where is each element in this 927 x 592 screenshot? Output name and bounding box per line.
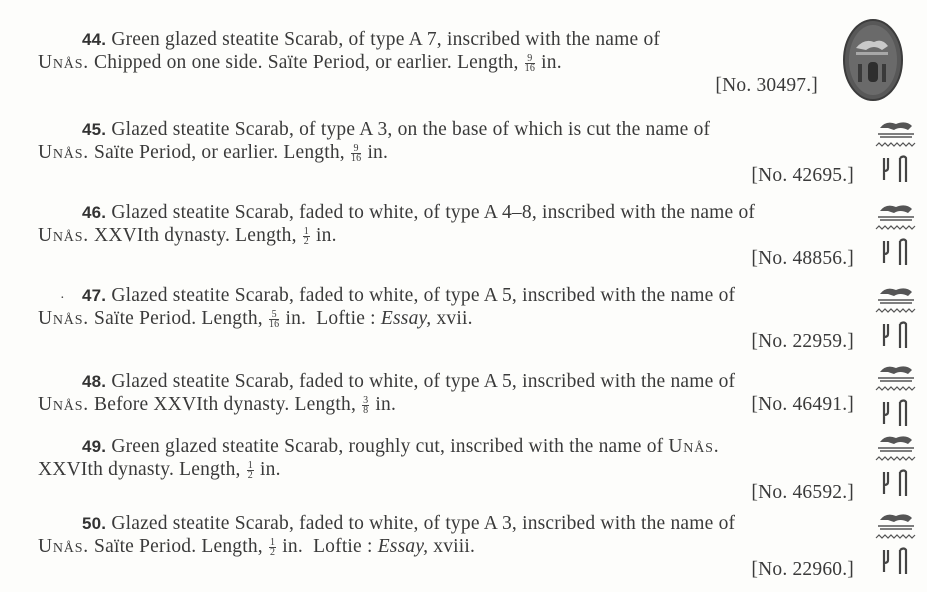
reference-title: Essay, xyxy=(380,308,432,329)
reference-title: Essay, xyxy=(377,536,429,557)
entry-detail: Saïte Period. Length, xyxy=(94,308,263,329)
length-fraction: $\frac{9}{16}$ xyxy=(350,143,362,165)
length-unit: in. xyxy=(260,459,281,480)
length-fraction: $\frac{1}{2}$ xyxy=(303,226,309,248)
length-fraction: $\frac{3}{8}$ xyxy=(363,395,369,417)
hieroglyph-unas-icon xyxy=(874,118,920,188)
entry-number: 44. xyxy=(82,30,107,49)
entry-detail: XXVIth dynasty. Length, xyxy=(94,225,297,246)
register-number: [No. 48856.] xyxy=(751,248,854,269)
catalogue-entry-46 xyxy=(38,201,860,269)
entry-number: 50. xyxy=(82,514,107,533)
catalogue-entry-50 xyxy=(38,512,860,580)
hieroglyph-unas-icon xyxy=(874,362,920,432)
length-unit: in. xyxy=(285,308,307,329)
entry-description: Glazed steatite Scarab, faded to white, of type A 3, inscribed with the name of xyxy=(111,513,736,534)
entry-description: Green glazed steatite Scarab, roughly cut, inscribed with the name of xyxy=(111,436,664,457)
reference-page: xviii. xyxy=(433,536,476,557)
reference-author: Loftie : xyxy=(313,536,373,557)
register-number: [No. 22959.] xyxy=(751,331,854,352)
entry-description: Glazed steatite Scarab, of type A 3, on the base of which is cut the name of xyxy=(111,119,711,140)
entry-description: Glazed steatite Scarab, faded to white, of type A 4–8, inscribed with the name of xyxy=(111,202,756,223)
register-number: [No. 46491.] xyxy=(751,394,854,415)
entry-number: 45. xyxy=(82,120,107,139)
catalogue-entry-49 xyxy=(38,435,860,503)
king-name: Unås. xyxy=(38,394,89,415)
length-unit: in. xyxy=(367,142,389,163)
reference-page: xvii. xyxy=(436,308,473,329)
stray-mark: · xyxy=(60,291,65,306)
hieroglyph-unas-icon xyxy=(874,432,920,502)
king-name: Unås. xyxy=(38,308,89,329)
register-number: [No. 22960.] xyxy=(751,559,854,580)
king-name: Unås. xyxy=(38,142,89,163)
register-number: [No. 30497.] xyxy=(715,75,818,96)
length-unit: in. xyxy=(541,52,562,73)
reference-author: Loftie : xyxy=(316,308,376,329)
king-name: Unås. xyxy=(38,536,89,557)
entry-number: 46. xyxy=(82,203,107,222)
king-name: Unås. xyxy=(668,436,720,457)
entry-number: 47. xyxy=(82,286,107,305)
length-fraction: $\frac{1}{2}$ xyxy=(247,460,253,482)
length-fraction: $\frac{9}{16}$ xyxy=(524,53,536,75)
catalogue-entry-47 xyxy=(38,284,860,352)
register-number: [No. 42695.] xyxy=(751,165,854,186)
length-unit: in. xyxy=(316,225,337,246)
length-fraction: $\frac{5}{16}$ xyxy=(268,309,280,331)
length-fraction: $\frac{1}{2}$ xyxy=(269,537,276,559)
entry-detail: Saïte Period. Length, xyxy=(94,536,263,557)
hieroglyph-unas-icon xyxy=(874,284,920,354)
entry-detail: Saïte Period, or earlier. Length, xyxy=(94,142,345,163)
king-name: Unås. xyxy=(38,225,89,246)
catalogue-entry-45 xyxy=(38,118,860,186)
entry-description: Glazed steatite Scarab, faded to white, of type A 5, inscribed with the name of xyxy=(111,285,736,306)
catalogue-entry-48 xyxy=(38,370,860,416)
entry-detail: Before XXVIth dynasty. Length, xyxy=(94,394,357,415)
entry-number: 49. xyxy=(82,437,107,456)
entry-detail: Chipped on one side. Saïte Period, or earlier. Length, xyxy=(94,52,519,73)
hieroglyph-unas-icon xyxy=(874,510,920,580)
length-unit: in. xyxy=(282,536,303,557)
register-number: [No. 46592.] xyxy=(751,482,854,503)
entry-number: 48. xyxy=(82,372,107,391)
king-name: Unås. xyxy=(38,52,89,73)
length-unit: in. xyxy=(375,394,397,415)
hieroglyph-unas-icon xyxy=(874,201,920,271)
entry-detail: XXVIth dynasty. Length, xyxy=(38,459,241,480)
catalogue-entry-44 xyxy=(38,28,860,96)
entry-description: Green glazed steatite Scarab, of type A 7, inscribed with the name of xyxy=(111,29,661,50)
entry-description: Glazed steatite Scarab, faded to white, of type A 5, inscribed with the name of xyxy=(111,371,736,392)
